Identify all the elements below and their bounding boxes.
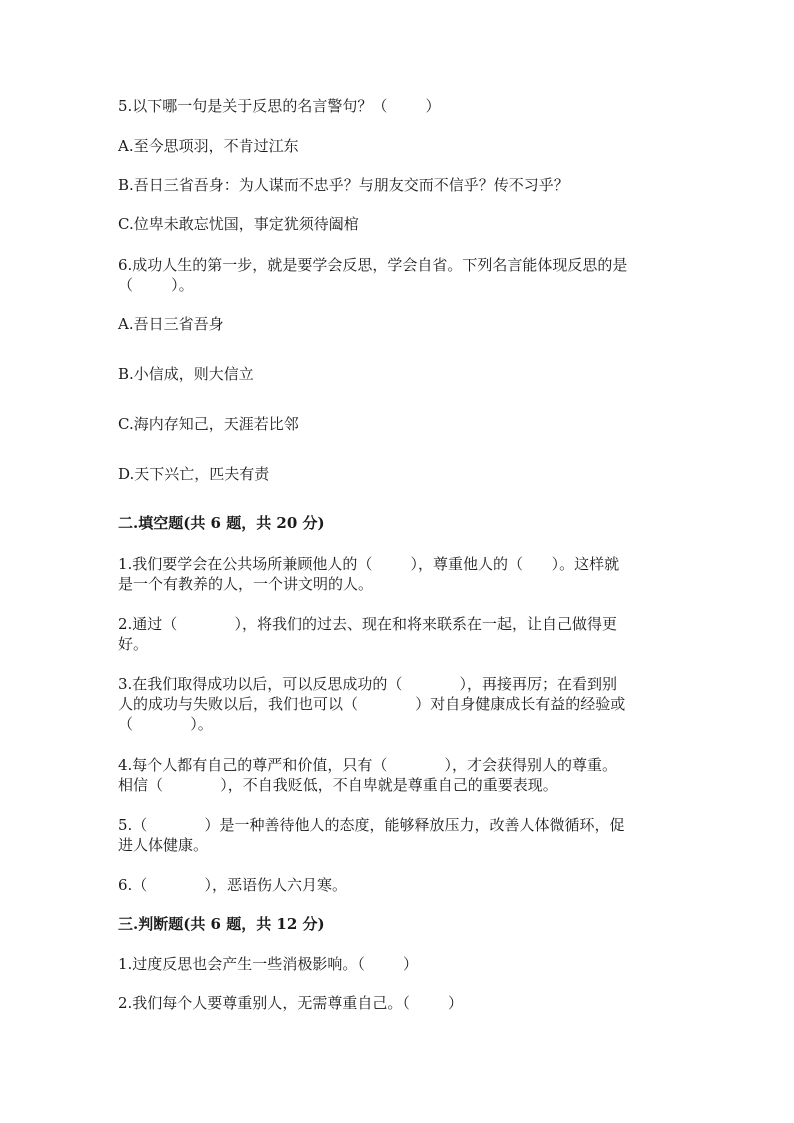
mc-q5-option-c: C.位卑未敢忘忧国，事定犹须待阖棺 bbox=[118, 215, 359, 233]
judge-q2: 2.我们每个人要尊重别人，无需尊重自己。（ ） bbox=[118, 994, 463, 1012]
fill-q4-line2: 相信（ ），不自我贬低，不自卑就是尊重自己的重要表现。 bbox=[118, 776, 558, 794]
mc-q6-option-d: D.天下兴亡，匹夫有责 bbox=[118, 465, 270, 483]
fill-q1-line1: 1.我们要学会在公共场所兼顾他人的（ ），尊重他人的（ ）。这样就 bbox=[118, 555, 620, 573]
fill-q3-line1: 3.在我们取得成功以后，可以反思成功的（ ），再接再厉；在看到别 bbox=[118, 675, 618, 693]
judge-section-heading: 三.判断题(共 6 题，共 12 分) bbox=[118, 915, 325, 933]
mc-q6-stem-line1: 6.成功人生的第一步，就是要学会反思，学会自省。下列名言能体现反思的是 bbox=[118, 256, 628, 274]
mc-q6-option-c: C.海内存知己，天涯若比邻 bbox=[118, 415, 299, 433]
mc-q6-stem-line2: （ ）。 bbox=[118, 276, 194, 294]
mc-q5-option-b: B.吾日三省吾身：为人谋而不忠乎？与朋友交而不信乎？传不习乎？ bbox=[118, 176, 569, 194]
fill-q5-line1: 5.（ ）是一种善待他人的态度，能够释放压力，改善人体微循环，促 bbox=[118, 816, 625, 834]
mc-q6-option-b: B.小信成，则大信立 bbox=[118, 365, 254, 383]
mc-q6-option-a: A.吾日三省吾身 bbox=[118, 315, 224, 333]
fill-q3-line2: 人的成功与失败以后，我们也可以（ ）对自身健康成长有益的经验或 bbox=[118, 695, 626, 713]
judge-q1: 1.过度反思也会产生一些消极影响。（ ） bbox=[118, 955, 418, 973]
fill-q4-line1: 4.每个人都有自己的尊严和价值，只有（ ），才会获得别人的尊重。 bbox=[118, 756, 618, 774]
mc-q5-stem: 5.以下哪一句是关于反思的名言警句？（ ） bbox=[118, 97, 441, 115]
mc-q5-option-a: A.至今思项羽，不肯过江东 bbox=[118, 137, 299, 155]
fill-q1-line2: 是一个有教养的人，一个讲文明的人。 bbox=[118, 575, 374, 593]
fill-q2-line1: 2.通过（ ），将我们的过去、现在和将来联系在一起，让自己做得更 bbox=[118, 615, 618, 633]
fill-section-heading: 二.填空题(共 6 题，共 20 分) bbox=[118, 514, 325, 532]
fill-q3-line3: （ ）。 bbox=[118, 715, 213, 733]
fill-q2-line2: 好。 bbox=[118, 635, 149, 653]
fill-q5-line2: 进人体健康。 bbox=[118, 836, 209, 854]
fill-q6-line1: 6.（ ），恶语伤人六月寒。 bbox=[118, 876, 348, 894]
